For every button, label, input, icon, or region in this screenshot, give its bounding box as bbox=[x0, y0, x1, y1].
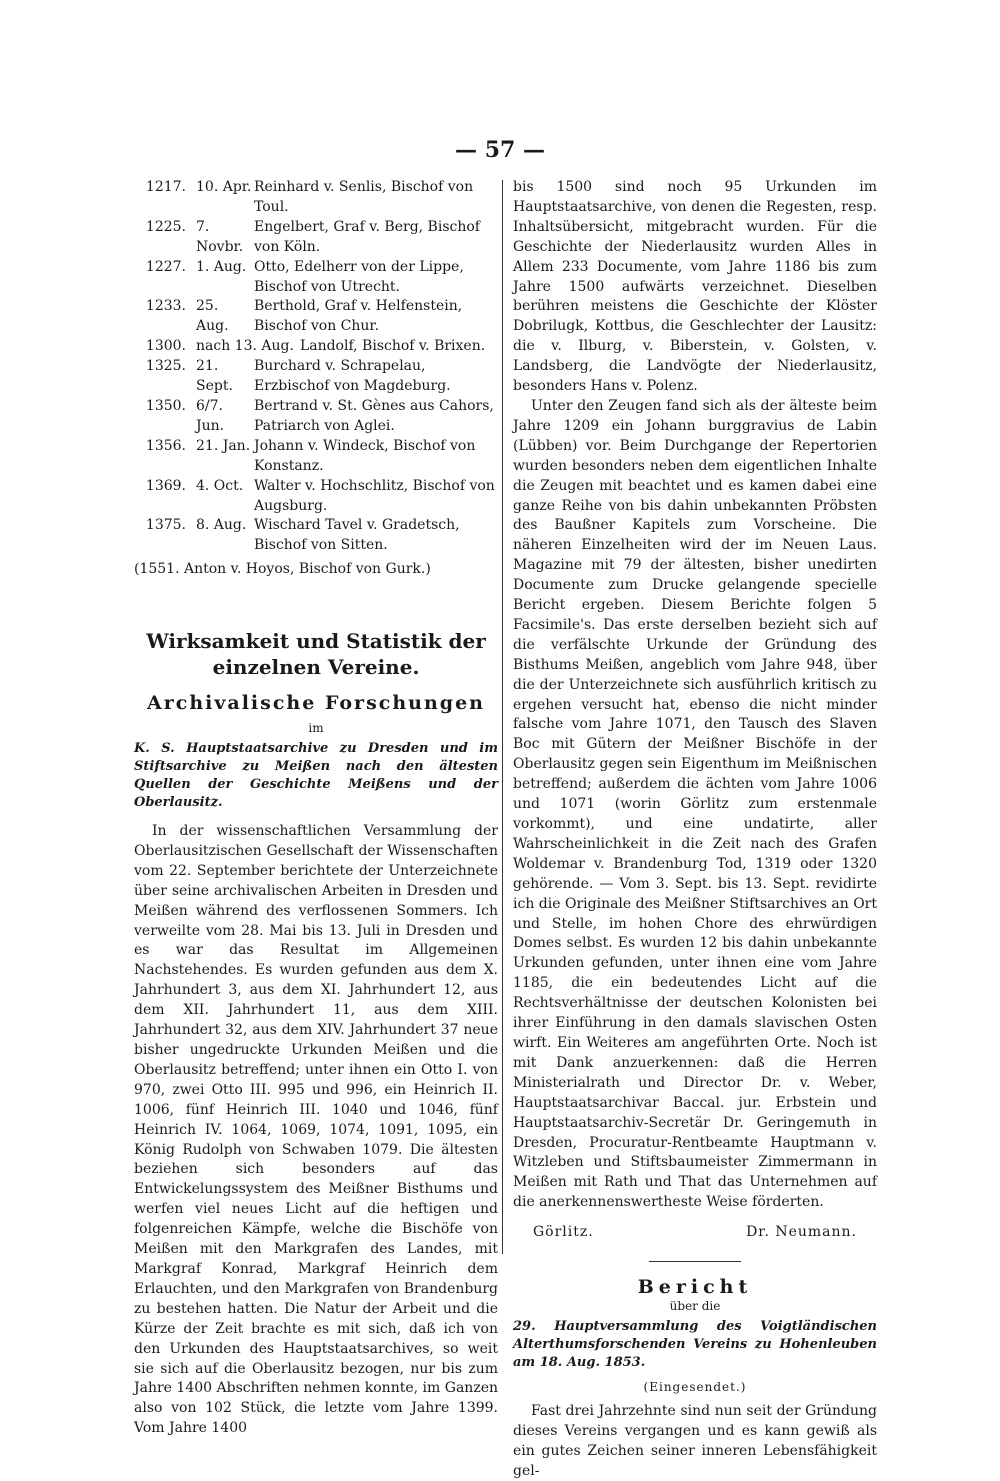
column-divider bbox=[502, 180, 503, 1254]
entry-year: 1300. bbox=[145, 338, 186, 355]
entry-text: Bertrand v. St. Gènes aus Cahors, Patriarch von Aglei. bbox=[254, 397, 494, 434]
entry-text: Walter v. Hochschlitz, Bischof von Augsburg. bbox=[254, 477, 495, 514]
left-column bbox=[134, 178, 498, 1439]
chronology-list bbox=[134, 178, 498, 556]
entry-text: Wischard Tavel v. Gradetsch, Bischof von Sitten. bbox=[254, 517, 460, 554]
report-body-paragraph: Fast drei Jahrzehnte sind nun seit der Gründung dieses Vereins vergangen und es kann gewiß als ein gutes Zeichen seiner inneren Lebensfähigkeit gel- bbox=[513, 1402, 877, 1479]
entry-date: 6/7. Jun. bbox=[196, 397, 225, 434]
page-number: — 57 — bbox=[455, 137, 545, 163]
entry-year: 1233. bbox=[145, 298, 186, 315]
entry-date: 21. Sept. bbox=[196, 358, 233, 395]
report-note: (Eingesendet.) bbox=[643, 1379, 747, 1394]
entry-year: 1350. bbox=[145, 397, 186, 414]
entry-year: 1225. bbox=[145, 218, 186, 235]
entry-text: Burchard v. Schrapelau, Erzbischof von Magdeburg. bbox=[254, 358, 451, 395]
entry-year: 1375. bbox=[145, 517, 186, 534]
chronology-entry bbox=[134, 437, 498, 477]
article-subtitle: K. S. Hauptstaatsarchive zu Dresden und im Stiftsarchive zu Meißen nach den ältesten Quellen der Geschichte Meißens und der Oberlausitz. bbox=[134, 741, 498, 811]
chronology-entry bbox=[134, 258, 498, 298]
chronology-entry bbox=[134, 357, 498, 397]
entry-date: 7. Novbr. bbox=[196, 218, 244, 255]
signature-place: Görlitz. bbox=[533, 1224, 594, 1241]
entry-year: 1369. bbox=[145, 477, 186, 494]
chronology-entry bbox=[134, 397, 498, 437]
chronology-entry bbox=[134, 178, 498, 218]
chronology-entry bbox=[134, 218, 498, 258]
entry-year: 1356. bbox=[145, 437, 186, 454]
article-title: Archivalische Forschungen bbox=[147, 692, 485, 715]
entry-text: Johann v. Windeck, Bischof von Konstanz. bbox=[254, 437, 476, 474]
chronology-last-entry: (1551. Anton v. Hoyos, Bischof von Gurk.) bbox=[134, 561, 431, 578]
entry-year: 1227. bbox=[145, 258, 186, 275]
chronology-entry bbox=[134, 337, 498, 357]
right-column bbox=[513, 178, 877, 1481]
entry-date: nach 13. Aug. bbox=[196, 338, 294, 355]
article-connector: im bbox=[308, 721, 324, 736]
entry-date: 21. Jan. bbox=[196, 437, 251, 454]
entry-year: 1217. bbox=[145, 179, 186, 195]
signature-author: Dr. Neumann. bbox=[746, 1224, 857, 1241]
signature-line bbox=[513, 1223, 877, 1243]
report-subtitle: 29. Hauptversammlung des Voigtländischen Alterthumsforschenden Vereins zu Hohenleuben am 18. Aug. 1853. bbox=[513, 1318, 877, 1370]
section-title: Wirksamkeit und Statistik der einzelnen Vereine. bbox=[146, 629, 486, 680]
entry-text: Reinhard v. Senlis, Bischof von Toul. bbox=[254, 179, 474, 215]
chronology-entry bbox=[134, 297, 498, 337]
entry-text: Landolf, Bischof v. Brixen. bbox=[299, 338, 486, 355]
article-body-paragraph: Unter den Zeugen fand sich als der älteste beim Jahre 1209 ein Johann burggravius de Labin (Lübben) vor. Beim Durchgange der Repertorien wurden besonders neben dem eigentlichen Inhalte die Zeugen mit beachtet und es kamen dabei eine ganze Reihe von bis dahin unbekannten Pröbsten des Baußner Kapitels zum Vorscheine. Die näheren Einzelheiten wird der im Neuen Laus. Magazine mit 79 der ältesten, bisher unedirten Documente zum Drucke gelangende specielle Bericht ergeben. Diesem Berichte folgen 5 Facsimile's. Das erste derselben bezieht sich auf die verfälschte Urkunde der Gründung des Bisthums Meißen, angeblich vom Jahre 948, über die der Unterzeichnete sich ausführlich kritisch zu ergehen versucht hat, ebenso die nicht minder falsche vom Jahre 1071, den Tausch des Slaven Boc mit Gütern der Meißner Bischöfe in der Oberlausitz gegen sein Eigenthum im Meißnischen betreffend; außerdem die ächten vom Jahre 1006 und 1071 (worin Görlitz zum erstenmale vorkommt), und eine undatirte, aller Wahrscheinlichkeit in die Zeit nach des Grafen Woldemar v. Brandenburg Tod, 1319 oder 1320 gehörende. — Vom 3. Sept. bis 13. Sept. revidirte ich die Originale des Meißner Stiftsarchives an Ort und Stelle, im hohen Chore des ehrwürdigen Domes selbst. Es wurden 12 bis dahin unbekannte Urkunden gefunden, unter ihnen eine vom Jahre 1185, die ein bedeutendes Licht auf die Rechtsverhältnisse der deutschen Kolonisten bei ihrer Einführung in den damals slavischen Osten wirft. Ein Weiteres am angeführten Orte. Noch ist mit Dank anzuerkennen: daß die Herren Ministerialrath und Director Dr. v. Weber, Hauptstaatsarchivar Baccal. jur. Erbstein und Hauptstaatsarchiv-Secretär Dr. Geringemuth in Dresden, Procuratur-Rentbeamte Hauptmann v. Witzleben und Stiftsbaumeister Zimmermann in Meißen mit Rath und That das Unternehmen auf die anerkennenswertheste Weise förderten. bbox=[513, 397, 877, 1211]
chronology-entry bbox=[134, 516, 498, 556]
report-title: Bericht bbox=[637, 1276, 753, 1299]
article-body-paragraph: In der wissenschaftlichen Versammlung der Oberlausitzischen Gesellschaft der Wissenschaften vom 22. September berichtete der Unterzeichnete über seine archivalischen Arbeiten in Dresden und Meißen während des verflossenen Sommers. Ich verweilte vom 28. Mai bis 13. Juli in Dresden und es war das Resultat im Allgemeinen Nachstehendes. Es wurden gefunden aus dem X. Jahrhundert 3, aus dem XI. Jahrhundert 12, aus dem XII. Jahrhundert 11, aus dem XIII. Jahrhundert 32, aus dem XIV. Jahrhundert 37 neue bisher ungedruckte Urkunden Meißen und die Oberlausitz betreffend; unter ihnen ein Otto I. von 970, zwei Otto III. 995 und 996, ein Heinrich II. 1006, fünf Heinrich III. 1040 und 1046, fünf Heinrich IV. 1064, 1069, 1074, 1091, 1095, ein König Rudolph von Schwaben 1079. Die ältesten beziehen sich besonders auf das Entwickelungssystem des Meißner Bisthums und werfen viel neues Licht auf die heftigen und folgenreichen Kämpfe, welche die Bischöfe von Meißen mit den Markgrafen des Landes, mit Markgraf Konrad, Markgraf Heinrich dem Erlauchten, und den Markgrafen von Brandenburg zu bestehen hatten. Die Natur der Arbeit und die Kürze der Zeit brachte es mit sich, daß ich von den Urkunden des Hauptstaatsarchives, so weit sie sich auf die Oberlausitz bezogen, nur bis zum Jahre 1400 Abschriften nehmen konnte, im Ganzen also von 102 Stück, die letzte vom Jahre 1399. Vom Jahre 1400 bbox=[134, 823, 498, 1437]
entry-date: 25. Aug. bbox=[196, 298, 229, 335]
entry-date: 8. Aug. bbox=[196, 517, 247, 534]
chronology-entry bbox=[134, 477, 498, 517]
entry-text: Engelbert, Graf v. Berg, Bischof von Köln. bbox=[254, 218, 480, 255]
entry-date: 10. Apr. bbox=[196, 179, 252, 195]
section-rule bbox=[649, 1261, 741, 1262]
report-connector: über die bbox=[669, 1298, 721, 1313]
entry-text: Otto, Edelherr von der Lippe, Bischof von Utrecht. bbox=[254, 258, 464, 295]
entry-date: 1. Aug. bbox=[196, 258, 247, 275]
article-body-paragraph: bis 1500 sind noch 95 Urkunden im Hauptstaatsarchive, von denen die Regesten, resp. Inhaltsübersicht, mitgebracht wurden. Für die Geschichte der Niederlausitz wurden Alles in Allem 233 Documente, vom Jahre 1186 bis zum Jahre 1500 aufwärts verzeichnet. Dieselben berühren meistens die Geschichte der Klöster Dobrilugk, Kottbus, die Geschlechter der Lausitz: die v. Ilburg, v. Biberstein, v. Golsten, v. Landsberg, die Landvögte der Niederlausitz, besonders Hans v. Polenz. bbox=[513, 179, 877, 395]
entry-year: 1325. bbox=[145, 358, 186, 375]
entry-date: 4. Oct. bbox=[196, 477, 244, 494]
entry-text: Berthold, Graf v. Helfenstein, Bischof von Chur. bbox=[254, 298, 463, 335]
